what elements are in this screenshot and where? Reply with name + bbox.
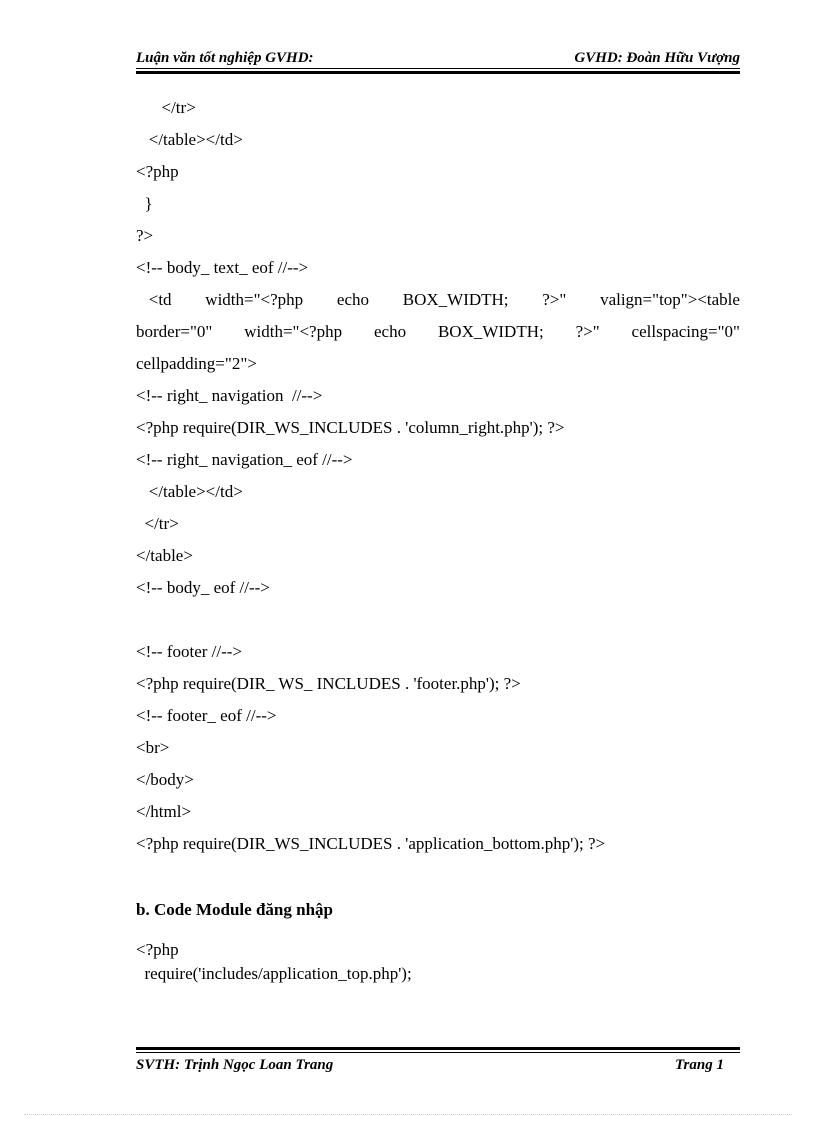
code-line: <!-- right_ navigation //-->	[136, 386, 323, 405]
code-token: cellspacing="0"	[631, 322, 740, 341]
code-line: </tr>	[136, 98, 196, 117]
code-line-justified	[136, 316, 740, 348]
code-token: width="<?php	[244, 322, 343, 341]
code-token: echo	[336, 290, 370, 309]
page-edge-divider	[24, 1114, 792, 1115]
page-body	[136, 92, 740, 986]
code-line: <?php	[136, 940, 179, 959]
footer-left-text: SVTH: Trịnh Ngọc Loan Trang	[136, 1057, 334, 1073]
code-line: <br>	[136, 738, 170, 757]
code-line: </table></td>	[136, 482, 243, 501]
code-line: cellpadding="2">	[136, 354, 257, 373]
code-token: ?>"	[575, 322, 600, 341]
code-line: require('includes/application_top.php');	[136, 964, 412, 983]
code-line: </table></td>	[136, 130, 243, 149]
header-right-text: GVHD: Đoàn Hữu Vượng	[574, 50, 740, 66]
code-token: ?>"	[542, 290, 567, 309]
code-line: <?php require(DIR_WS_INCLUDES . 'application_bottom.php'); ?>	[136, 834, 606, 853]
section-heading: b. Code Module đăng nhập	[136, 900, 333, 919]
code-line: }	[136, 194, 153, 213]
code-line-justified	[136, 284, 740, 316]
code-token: <td	[136, 290, 172, 309]
code-line: <!-- footer //-->	[136, 642, 243, 661]
page-number: Trang 1	[674, 1057, 724, 1073]
footer-rule-thick	[136, 1047, 740, 1050]
code-token: width="<?php	[205, 290, 304, 309]
code-token: echo	[373, 322, 407, 341]
blank-line	[136, 860, 740, 892]
page-header	[136, 48, 740, 68]
code-line: </table>	[136, 546, 193, 565]
code-line: <!-- right_ navigation_ eof //-->	[136, 450, 353, 469]
code-line: <?php require(DIR_WS_INCLUDES . 'column_right.php'); ?>	[136, 418, 565, 437]
code-line: <!-- body_ text_ eof //-->	[136, 258, 309, 277]
code-token: valign="top"><table	[600, 290, 740, 309]
header-rule-thick	[136, 71, 740, 74]
footer-rule-thin	[136, 1052, 740, 1053]
page-footer	[136, 1057, 724, 1077]
code-line: <!-- footer_ eof //-->	[136, 706, 277, 725]
code-line: </body>	[136, 770, 194, 789]
code-line: <?php	[136, 162, 179, 181]
code-line: ?>	[136, 226, 154, 245]
code-line: <?php require(DIR_ WS_ INCLUDES . 'footer.php'); ?>	[136, 674, 521, 693]
code-line: <!-- body_ eof //-->	[136, 578, 270, 597]
code-line: </tr>	[136, 514, 179, 533]
header-left-text: Luận văn tốt nghiệp GVHD:	[136, 50, 314, 66]
header-rule-thin	[136, 68, 740, 69]
code-token: BOX_WIDTH;	[437, 322, 544, 341]
blank-line	[136, 604, 740, 636]
code-token: border="0"	[136, 322, 213, 341]
code-token: BOX_WIDTH;	[402, 290, 509, 309]
code-line: </html>	[136, 802, 192, 821]
